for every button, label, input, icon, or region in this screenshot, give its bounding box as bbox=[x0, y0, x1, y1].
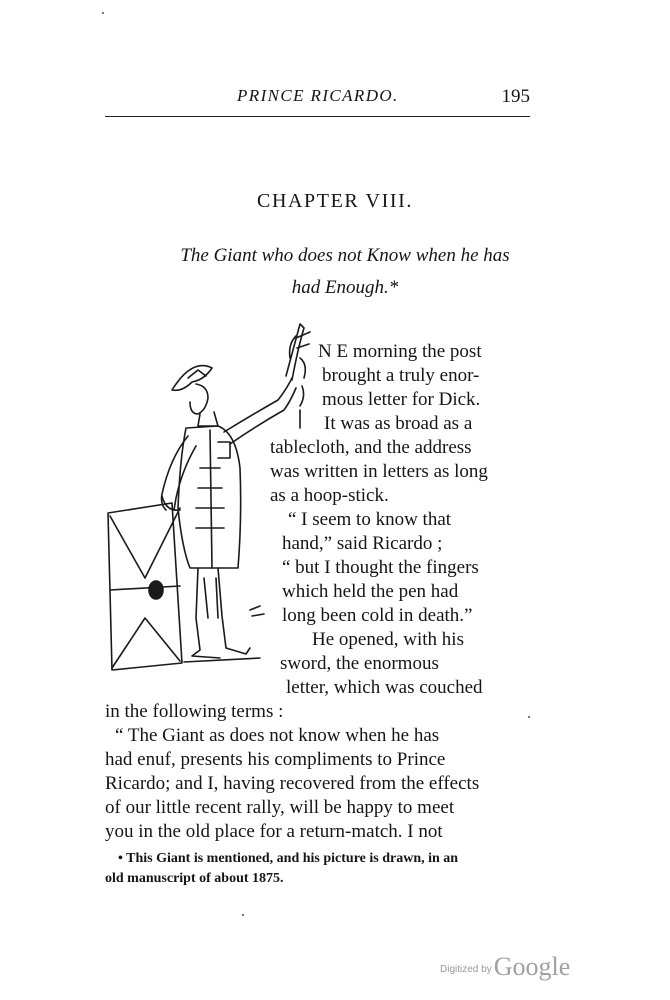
page-number: 195 bbox=[501, 86, 530, 107]
body-line: you in the old place for a return-match. I not bbox=[105, 821, 443, 842]
body-line: hand,” said Ricardo ; bbox=[282, 533, 443, 554]
running-title: PRINCE RICARDO. bbox=[237, 86, 399, 105]
body-line: long been cold in death.” bbox=[282, 605, 473, 626]
scan-speck bbox=[528, 716, 530, 718]
body-line: “ I seem to know that bbox=[288, 509, 452, 530]
body-line: Ricardo; and I, having recovered from the effects bbox=[105, 773, 480, 794]
body-line: letter, which was couched bbox=[286, 677, 483, 698]
body-line: It was as broad as a bbox=[324, 413, 473, 434]
body-line: N E morning the post bbox=[318, 341, 482, 362]
digitized-watermark bbox=[440, 952, 570, 982]
body-line: tablecloth, and the address bbox=[270, 437, 472, 458]
watermark-google-logo: Google bbox=[493, 952, 571, 981]
body-line: had enuf, presents his compliments to Prince bbox=[105, 749, 446, 770]
watermark-small-text: Digitized by bbox=[440, 964, 492, 975]
chapter-heading: CHAPTER VIII. bbox=[257, 190, 413, 212]
body-line: of our little recent rally, will be happy to meet bbox=[105, 797, 455, 818]
footnote-line: • This Giant is mentioned, and his picture is drawn, in an bbox=[118, 851, 459, 866]
body-line: mous letter for Dick. bbox=[322, 389, 481, 410]
body-line: which held the pen had bbox=[282, 581, 459, 602]
running-head bbox=[105, 86, 530, 112]
body-line: was written in letters as long bbox=[270, 461, 488, 482]
scan-speck bbox=[242, 914, 244, 916]
body-line: “ but I thought the fingers bbox=[282, 557, 479, 578]
header-rule bbox=[105, 116, 530, 117]
chapter-subtitle-line: The Giant who does not Know when he has bbox=[180, 245, 510, 266]
chapter-subtitle bbox=[90, 240, 600, 304]
footnote-line: old manuscript of about 1875. bbox=[105, 871, 284, 886]
body-line: He opened, with his bbox=[312, 629, 464, 650]
scan-speck bbox=[102, 12, 104, 14]
body-line: “ The Giant as does not know when he has bbox=[115, 725, 440, 746]
chapter-subtitle-line: had Enough.* bbox=[291, 277, 399, 298]
body-line: as a hoop-stick. bbox=[270, 485, 389, 506]
body-line: brought a truly enor- bbox=[322, 365, 480, 386]
body-line: sword, the enormous bbox=[280, 653, 439, 674]
body-line: in the following terms : bbox=[105, 701, 284, 722]
